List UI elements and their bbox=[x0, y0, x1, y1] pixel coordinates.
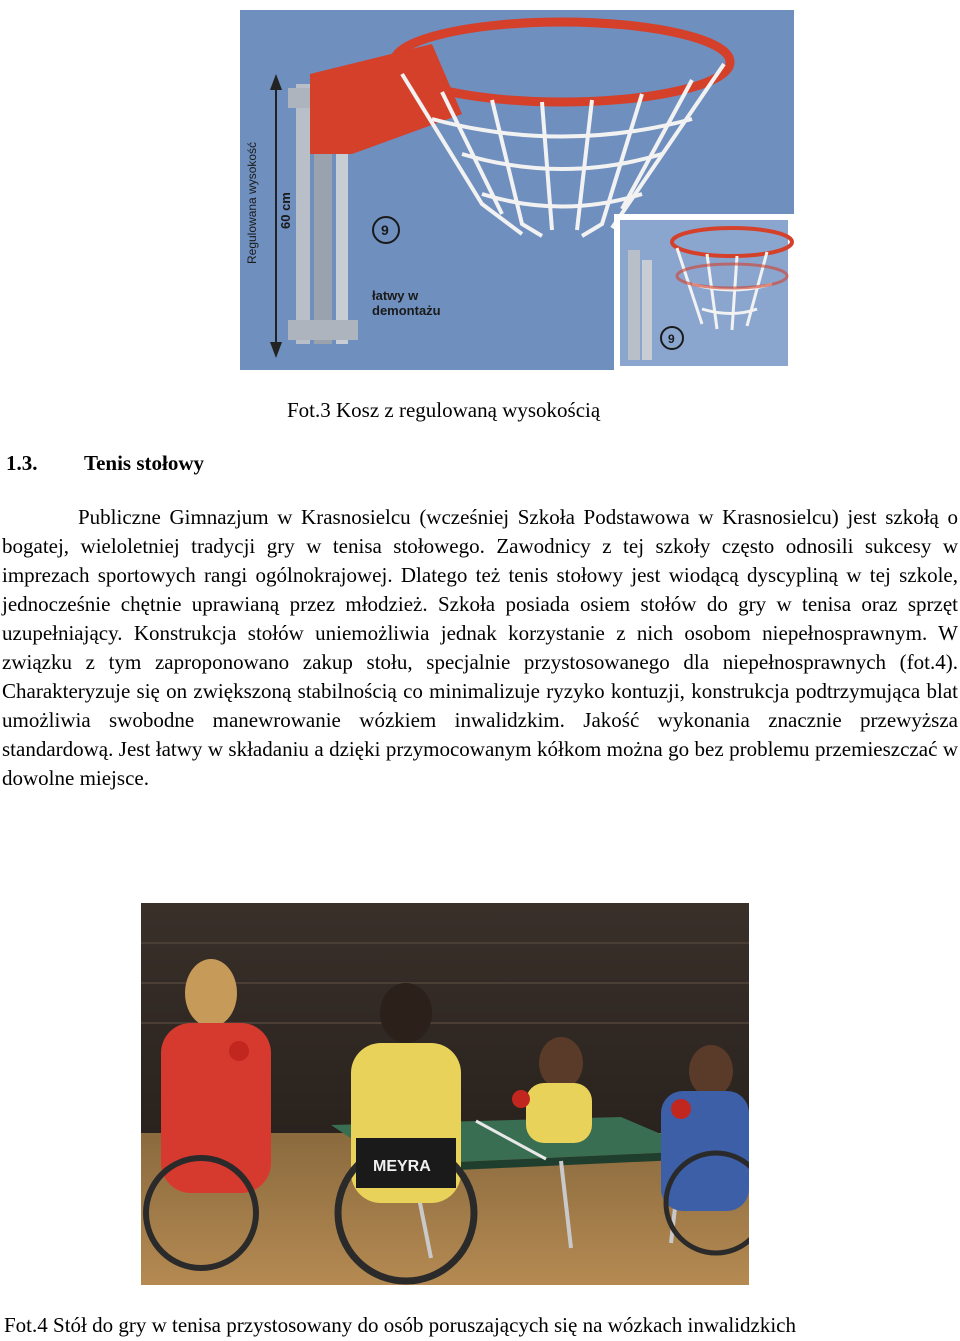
basket-illustration bbox=[232, 4, 794, 370]
height-label: 60 cm bbox=[278, 192, 293, 229]
table-tennis-illustration bbox=[141, 903, 749, 1285]
section-title: Tenis stołowy bbox=[84, 451, 205, 475]
table-tennis-photo bbox=[141, 903, 749, 1285]
easy-label-line2: demontażu bbox=[372, 303, 441, 318]
section-heading bbox=[6, 451, 204, 476]
wheelchair-brand: MEYRA bbox=[373, 1158, 431, 1175]
side-label: Regulowana wysokość bbox=[245, 141, 259, 264]
easy-label-line1: łatwy w bbox=[372, 288, 419, 303]
figure2-caption: Fot.4 Stół do gry w tenisa przystosowany do osób poruszających się na wózkach inwalidzkich bbox=[4, 1313, 797, 1337]
body-paragraph: Publiczne Gimnazjum w Krasnosielcu (wcześniej Szkoła Podstawowa w Krasnosielcu) jest szkołą o bogatej, wieloletniej tradycji gry w tenisa stołowego. Zawodnicy z tej szkoły często odnosili sukcesy w imprezach sportowych rangi ogólnokrajowej. Dlatego też tenis stołowy jest wiodącą dyscypliną w tej szkole, jednocześnie chętnie uprawianą przez młodzież. Szkoła posiada osiem stołów do gry w tenisa oraz sprzęt uzupełniający. Konstrukcja stołów uniemożliwia jednak korzystanie z nich osobom niepełnosprawnym. W związku z tym zaproponowano zakup stołu, specjalnie przystosowanego dla niepełnosprawnych (fot.4). Charakteryzuje się on zwiększoną stabilnością co minimalizuje ryzyko kontuzji, konstrukcja podtrzymująca blat umożliwia swobodne manewrowanie wózkiem inwalidzkim. Jakość wykonania znacznie przewyższa standardową. Jest łatwy w składaniu a dzięki przymocowanym kółkom można go bez problemu przemieszczać w dowolne miejsce. bbox=[2, 505, 958, 790]
basket-photo bbox=[232, 4, 794, 370]
section-number: 1.3. bbox=[6, 451, 38, 475]
inset-badge: 9 bbox=[668, 332, 675, 346]
number-badge: 9 bbox=[381, 222, 389, 238]
figure1-caption: Fot.3 Kosz z regulowaną wysokością bbox=[287, 398, 601, 422]
